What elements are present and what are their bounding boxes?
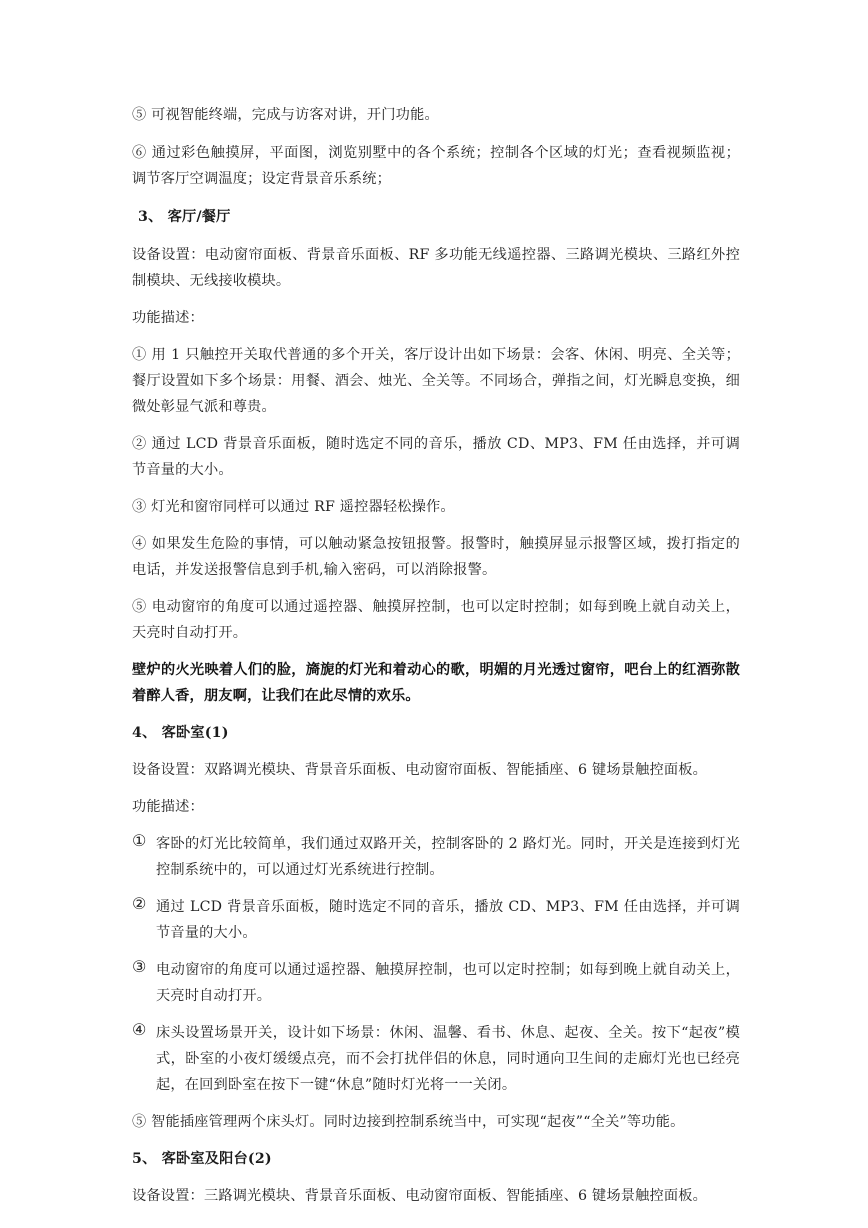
section-heading-living-dining: 3、 客厅/餐厅 (138, 209, 231, 225)
list-item-number: ② (132, 894, 147, 913)
list-item-number: ① (132, 831, 147, 850)
list-item-text: 电动窗帘的角度可以通过遥控器、触摸屏控制，也可以定时控制；如每到晚上就自动关上，天亮时自动打开。 (156, 962, 740, 1004)
list-item (132, 957, 740, 1009)
paragraph-smart-socket: ⑤ 智能插座管理两个床头灯。同时边接到控制系统当中，可实现“起夜”“全关”等功能。 (132, 1114, 685, 1130)
paragraph-equipment-bedroom: 设备设置：双路调光模块、背景音乐面板、电动窗帘面板、智能插座、6 键场景触控面板。 (132, 762, 708, 778)
paragraph-rf-remote: ③ 灯光和窗帘同样可以通过 RF 遥控器轻松操作。 (132, 499, 455, 515)
list-item-number: ③ (132, 957, 147, 976)
list-item (132, 1020, 740, 1098)
paragraph-fireplace-prose: 壁炉的火光映着人们的脸，旖旎的灯光和着动心的歌，明媚的月光透过窗帘，吧台上的红酒弥散着醉人香，朋友啊，让我们在此尽情的欢乐。 (132, 662, 740, 704)
list-item (132, 894, 740, 946)
list-item-text: 通过 LCD 背景音乐面板，随时选定不同的音乐，播放 CD、MP3、FM 任由选择，并可调节音量的大小。 (156, 899, 740, 941)
paragraph-scene-switch: ① 用 1 只触控开关取代普通的多个开关，客厅设计出如下场景：会客、休闲、明亮、全关等；餐厅设置如下多个场景：用餐、酒会、烛光、全关等。不同场合，弹指之间，灯光瞬息变换，细微处彰显气派和尊贵。 (132, 347, 740, 415)
paragraph-equipment-bedroom-2: 设备设置：三路调光模块、背景音乐面板、电动窗帘面板、智能插座、6 键场景触控面板。 (132, 1188, 708, 1204)
document-page (132, 102, 740, 1209)
list-item-text: 客卧的灯光比较简单，我们通过双路开关，控制客卧的 2 路灯光。同时，开关是连接到灯光控制系统中的，可以通过灯光系统进行控制。 (156, 836, 740, 878)
list-item (132, 831, 740, 883)
section-heading-guest-bedroom-2: 5、 客卧室及阳台(2) (132, 1151, 272, 1167)
list-item-text: 床头设置场景开关，设计如下场景：休闲、温馨、看书、休息、起夜、全关。按下“起夜”模式，卧室的小夜灯缓缓点亮，而不会打扰伴侣的休息，同时通向卫生间的走廊灯光也已经亮起，在回到卧室在按下一键“休息”随时灯光将一一关闭。 (156, 1025, 740, 1093)
paragraph-touchscreen: ⑥ 通过彩色触摸屏，平面图，浏览别墅中的各个系统；控制各个区域的灯光；查看视频监视；调节客厅空调温度；设定背景音乐系统； (132, 145, 740, 187)
paragraph-function-label: 功能描述： (132, 310, 204, 326)
paragraph-function-label-2: 功能描述： (132, 799, 204, 815)
paragraph-alarm: ④ 如果发生危险的事情，可以触动紧急按钮报警。报警时，触摸屏显示报警区域，拨打指定的电话，并发送报警信息到手机,输入密码，可以消除报警。 (132, 536, 740, 578)
paragraph-curtain: ⑤ 电动窗帘的角度可以通过遥控器、触摸屏控制，也可以定时控制；如每到晚上就自动关上，天亮时自动打开。 (132, 599, 740, 641)
section-heading-guest-bedroom-1: 4、 客卧室(1) (132, 725, 229, 741)
list-item-number: ④ (132, 1020, 147, 1039)
paragraph-video-terminal: ⑤ 可视智能终端，完成与访客对讲，开门功能。 (132, 107, 439, 123)
paragraph-lcd-music: ② 通过 LCD 背景音乐面板，随时选定不同的音乐，播放 CD、MP3、FM 任由选择，并可调节音量的大小。 (132, 436, 740, 478)
paragraph-equipment-living: 设备设置：电动窗帘面板、背景音乐面板、RF 多功能无线遥控器、三路调光模块、三路红外控制模块、无线接收模块。 (132, 247, 740, 289)
